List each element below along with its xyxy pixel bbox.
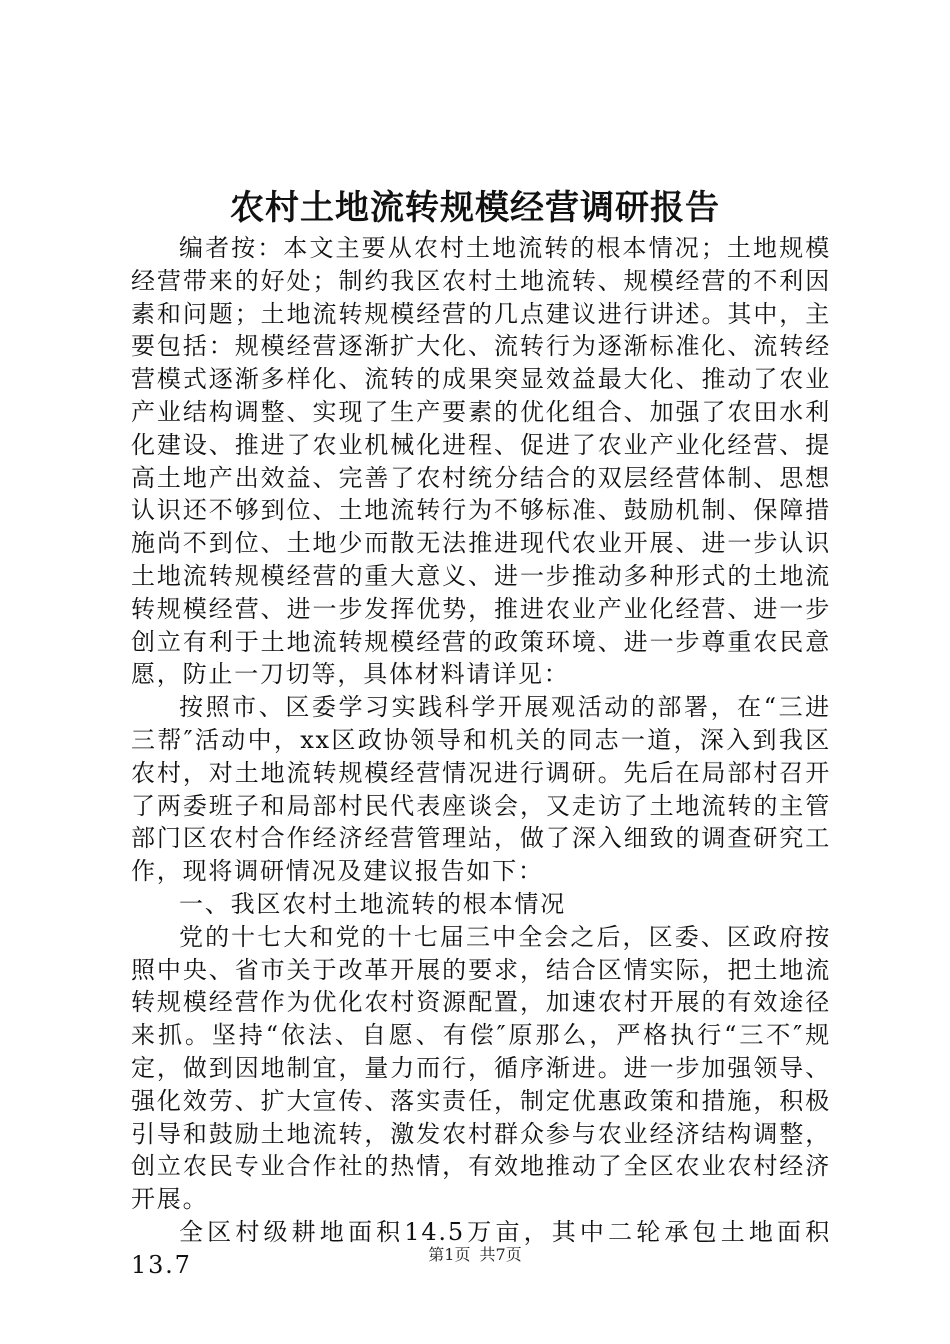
editor-note-paragraph: 编者按：本文主要从农村土地流转的根本情况；土地规模经营带来的好处；制约我区农村土地流转、规模经营的不利因素和问题；土地流转规模经营的几点建议进行讲述。其中，主要包括：规模经营逐渐扩大化、流转行为逐渐标准化、流转经营模式逐渐多样化、流转的成果突显效益最大化、推动了农业产业结构调整、实现了生产要素的优化组合、加强了农田水利化建设、推进了农业机械化进程、促进了农业产业化经营、提高土地产出效益、完善了农村统分结合的双层经营体制、思想认识还不够到位、土地流转行为不够标准、鼓励机制、保障措施尚不到位、土地少而散无法推进现代农业开展、进一步认识土地流转规模经营的重大意义、进一步推动多种形式的土地流转规模经营、进一步发挥优势，推进农业产业化经营、进一步创立有利于土地流转规模经营的政策环境、进一步尊重农民意愿，防止一刀切等，具体材料请详见： [131,234,831,689]
page-number: 第1页 [428,1245,471,1264]
page-total: 共7页 [479,1245,522,1264]
body-paragraph: 全区村级耕地面积14.5万亩，其中二轮承包土地面积13.7 [131,1217,831,1279]
page-footer [0,1244,950,1266]
document-body [131,232,831,1282]
document-title: 农村土地流转规模经营调研报告 [230,188,720,228]
intro-paragraph: 按照市、区委学习实践科学开展观活动的部署，在“三进三帮″活动中，xx区政协领导和机关的同志一道，深入到我区农村，对土地流转规模经营情况进行调研。先后在局部村召开了两委班子和局部村民代表座谈会，又走访了土地流转的主管部门区农村合作经济经营管理站，做了深入细致的调查研究工作，现将调研情况及建议报告如下： [131,693,831,886]
section-heading: 一、我区农村土地流转的根本情况 [179,889,566,918]
body-paragraph: 党的十七大和党的十七届三中全会之后，区委、区政府按照中央、省市关于改革开展的要求，结合区情实际，把土地流转规模经营作为优化农村资源配置，加速农村开展的有效途径来抓。坚持“依法、自愿、有偿″原那么，严格执行“三不″规定，做到因地制宜，量力而行，循序渐进。进一步加强领导、强化效劳、扩大宣传、落实责任，制定优惠政策和措施，积极引导和鼓励土地流转，激发农村群众参与农业经济结构调整，创立农民专业合作社的热情，有效地推动了全区农业农村经济开展。 [131,922,831,1214]
